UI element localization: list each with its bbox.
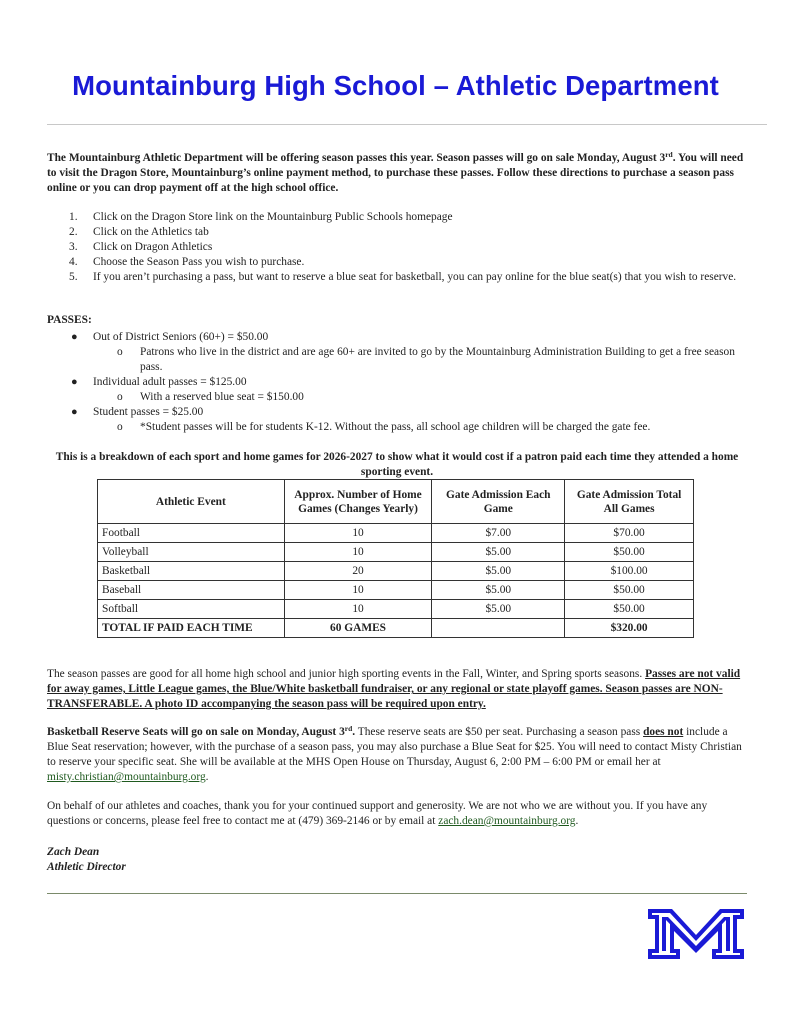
pass-subitem — [47, 390, 747, 405]
reserve-text-2: include a Blue Seat reservation; however, with the purchase of a season pass, you may also purchase a Blue Seat for $25. You will need to contact Misty Christian to reserve your specific seat. She will be available at the MHS Open House on Thursday, August 6, 2:00 PM – 6:00 PM or email her at — [47, 726, 742, 768]
reserve-text-1: These reserve seats are $50 per seat. Purchasing a season pass — [355, 726, 644, 738]
closing-paragraph — [47, 799, 747, 829]
step-item — [47, 240, 747, 255]
season-text: The season passes are good for all home high school and junior high sporting events in the Fall, Winter, and Spring sports seasons. — [47, 668, 643, 680]
bullet-icon: ● — [71, 331, 78, 343]
table-cell: $320.00 — [565, 619, 694, 638]
step-text: Click on the Dragon Store link on the Mountainburg Public Schools homepage — [93, 211, 453, 223]
step-item — [47, 270, 747, 285]
table-cell: $5.00 — [432, 562, 565, 581]
step-number: 4. — [69, 256, 78, 268]
table-row — [98, 562, 694, 581]
reserve-sup: rd — [344, 724, 353, 733]
title-divider — [47, 124, 767, 125]
pass-subtext: *Student passes will be for students K-12. Without the pass, all school age children will be charged the gate fee. — [140, 421, 651, 433]
table-header-row — [98, 480, 694, 524]
pass-subitem — [47, 420, 747, 435]
breakdown-heading: This is a breakdown of each sport and home games for 2026-2027 to show what it would cost if a patron paid each time they attended a home sporting event. — [55, 451, 739, 478]
table-cell: $5.00 — [432, 543, 565, 562]
table-row — [98, 524, 694, 543]
table-cell: Volleyball — [98, 543, 285, 562]
table-cell: 60 GAMES — [284, 619, 432, 638]
reserve-heading-text: Basketball Reserve Seats will go on sale on Monday, August 3 — [47, 726, 345, 738]
pass-item — [47, 375, 747, 390]
table-header-cell: Gate Admission Total All Games — [565, 480, 694, 524]
intro-text-1: The Mountainburg Athletic Department will be offering season passes this year. Season passes will go on sale Monday, August 3 — [47, 152, 666, 164]
footer-divider — [47, 893, 747, 894]
does-not-emphasis: does not — [643, 726, 684, 738]
games-cost-table — [97, 479, 694, 638]
table-cell: 10 — [284, 600, 432, 619]
signature-block — [47, 845, 126, 875]
table-cell: $50.00 — [565, 543, 694, 562]
reserve-seats-paragraph — [47, 725, 747, 785]
table-cell: $50.00 — [565, 581, 694, 600]
sub-bullet-icon: o — [117, 421, 123, 433]
table-cell: Baseball — [98, 581, 285, 600]
intro-text-2: . You will need to visit the Dragon Store, Mountainburg’s online payment method, to purchase these passes. Follow these directions to purchase a season pass online or you can drop payment off at the high school office. — [47, 152, 744, 194]
table-header-cell: Gate Admission Each Game — [432, 480, 565, 524]
sub-bullet-icon: o — [117, 391, 123, 403]
table-cell: Basketball — [98, 562, 285, 581]
pass-item — [47, 330, 747, 345]
table-header-cell: Approx. Number of Home Games (Changes Yearly) — [284, 480, 432, 524]
step-number: 1. — [69, 211, 78, 223]
step-item — [47, 225, 747, 240]
table-cell: $7.00 — [432, 524, 565, 543]
table-row — [98, 581, 694, 600]
page-title: Mountainburg High School – Athletic Department — [72, 70, 719, 101]
mountainburg-m-logo-icon — [646, 905, 746, 963]
closing-end: . — [575, 815, 579, 827]
table-cell: $70.00 — [565, 524, 694, 543]
table-cell: $5.00 — [432, 600, 565, 619]
passes-heading: PASSES: — [47, 314, 92, 326]
passes-list — [47, 330, 747, 435]
step-text: If you aren’t purchasing a pass, but want to reserve a blue seat for basketball, you can pay online for the blue seat(s) that you wish to reserve. — [93, 271, 737, 283]
signature-name: Zach Dean — [47, 846, 100, 858]
misty-email-link[interactable]: misty.christian@mountainburg.org — [47, 771, 206, 783]
table-total-row — [98, 619, 694, 638]
step-text: Choose the Season Pass you wish to purchase. — [93, 256, 305, 268]
season-restrictions: Passes are not valid for away games, Little League games, the Blue/White basketball fundraiser, or any regional or state playoff games. Season passes are NON-TRANSFERABLE. A photo ID accompanying the season pass will be required upon entry. — [47, 668, 741, 710]
bullet-icon: ● — [71, 376, 78, 388]
closing-text: On behalf of our athletes and coaches, thank you for your continued support and generosity. We are not who we are without you. If you have any questions or concerns, please feel free to contact me at (479) 369-2146 or by email at — [47, 800, 708, 827]
table-cell: $5.00 — [432, 581, 565, 600]
step-text: Click on Dragon Athletics — [93, 241, 213, 253]
table-cell: 10 — [284, 581, 432, 600]
sub-bullet-icon: o — [117, 346, 123, 358]
pass-subtext: Patrons who live in the district and are age 60+ are invited to go by the Mountainburg Administration Building to get a free season pass. — [140, 346, 735, 373]
step-item — [47, 255, 747, 270]
season-pass-note — [47, 667, 747, 712]
pass-subitem — [47, 345, 747, 375]
table-header-cell: Athletic Event — [98, 480, 285, 524]
table-cell: 10 — [284, 543, 432, 562]
pass-text: Out of District Seniors (60+) = $50.00 — [93, 331, 269, 343]
pass-subtext: With a reserved blue seat = $150.00 — [140, 391, 304, 403]
intro-sup: rd — [665, 150, 673, 159]
step-number: 3. — [69, 241, 78, 253]
reserve-heading — [47, 726, 355, 738]
table-cell — [432, 619, 565, 638]
intro-paragraph — [47, 151, 747, 196]
pass-text: Individual adult passes = $125.00 — [93, 376, 247, 388]
table-row — [98, 543, 694, 562]
zach-email-link[interactable]: zach.dean@mountainburg.org — [438, 815, 576, 827]
table-cell: 20 — [284, 562, 432, 581]
pass-text: Student passes = $25.00 — [93, 406, 204, 418]
bullet-icon: ● — [71, 406, 78, 418]
reserve-heading-end: . — [352, 726, 356, 738]
signature-role: Athletic Director — [47, 861, 126, 873]
step-number: 5. — [69, 271, 78, 283]
purchase-steps-list — [47, 210, 747, 285]
table-cell: Softball — [98, 600, 285, 619]
table-cell: TOTAL IF PAID EACH TIME — [98, 619, 285, 638]
step-item — [47, 210, 747, 225]
step-number: 2. — [69, 226, 78, 238]
reserve-end: . — [205, 771, 209, 783]
table-cell: $100.00 — [565, 562, 694, 581]
table-cell: 10 — [284, 524, 432, 543]
step-text: Click on the Athletics tab — [93, 226, 209, 238]
pass-item — [47, 405, 747, 420]
table-row — [98, 600, 694, 619]
table-cell: $50.00 — [565, 600, 694, 619]
table-cell: Football — [98, 524, 285, 543]
